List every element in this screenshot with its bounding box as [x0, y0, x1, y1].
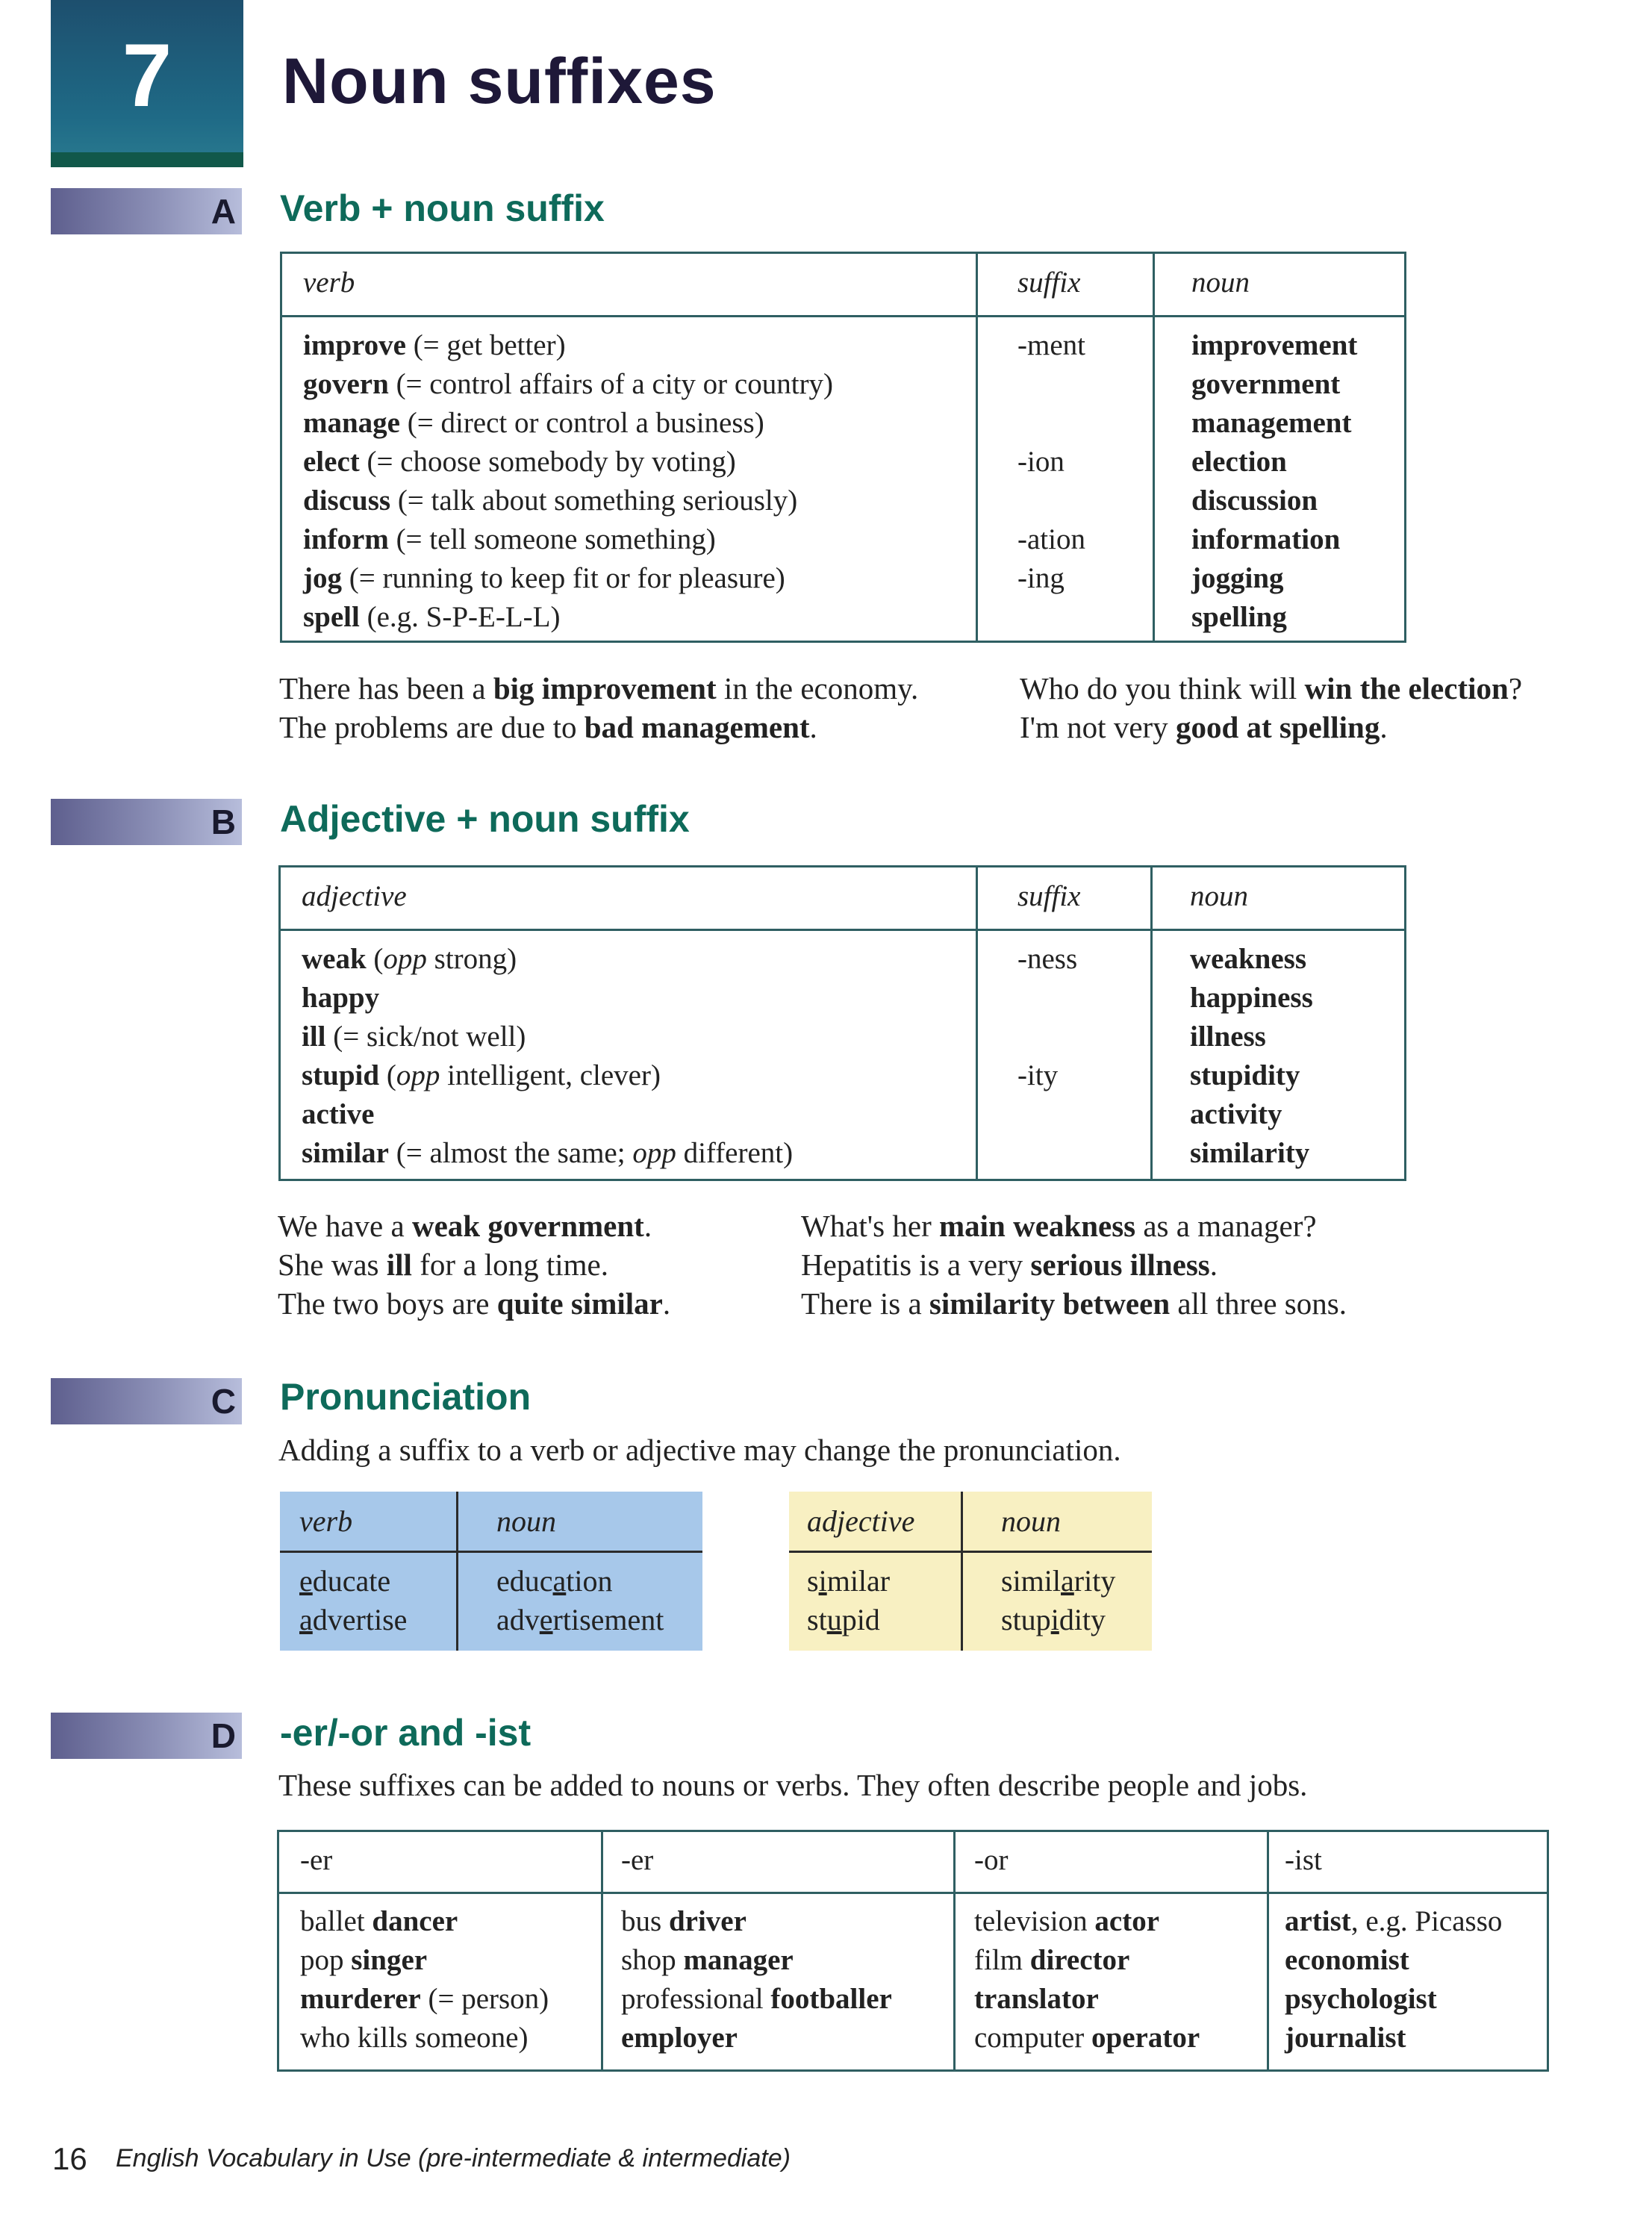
word-part: rity — [1073, 1564, 1116, 1598]
job-word: murderer — [300, 1983, 421, 2015]
stressed-syllable: i — [1050, 1603, 1059, 1636]
word-part: tion — [566, 1564, 613, 1598]
table-row-suffix — [1017, 1018, 1077, 1056]
suffix-column — [1017, 326, 1085, 637]
section-b-letter: B — [211, 803, 236, 841]
example-text: Hepatitis is a very — [801, 1247, 1031, 1282]
noun-word: information — [1191, 523, 1341, 555]
book-title: English Vocabulary in Use (pre-intermediate & intermediate) — [116, 2144, 791, 2172]
table-row-verb — [303, 520, 833, 559]
verb-word: discuss — [303, 485, 391, 517]
example-text: . — [809, 710, 817, 744]
adjective-word: similar — [302, 1137, 389, 1169]
word-part: st — [807, 1603, 827, 1636]
example-text: Who do you think will — [1020, 671, 1305, 705]
job-text: professional — [621, 1983, 771, 2015]
example-sentence — [1020, 669, 1522, 708]
table-row-noun — [1191, 559, 1357, 598]
adjective-gloss: different) — [676, 1137, 794, 1169]
noun-word: activity — [1190, 1098, 1282, 1130]
example-sentence — [279, 708, 918, 747]
word-part: ducate — [312, 1564, 391, 1598]
example-text: for a long time. — [411, 1247, 608, 1282]
suffix-column — [1017, 940, 1077, 1173]
suffix-text: -ness — [1017, 943, 1078, 975]
example-highlight: ill — [386, 1247, 412, 1282]
section-d-intro: These suffixes can be added to nouns or verbs. They often describe people and jobs. — [278, 1768, 1308, 1802]
word-part: rtisement — [552, 1603, 664, 1636]
table-row-adjective — [302, 1095, 793, 1134]
table-cell-line — [300, 2019, 549, 2058]
stressed-syllable: u — [826, 1603, 842, 1636]
table-row-noun — [1190, 1095, 1313, 1134]
example-highlight: good at spelling — [1175, 710, 1380, 744]
verb-gloss: (= talk about something seriously) — [390, 485, 798, 517]
header-adjective: adjective — [807, 1504, 915, 1538]
job-word: psychologist — [1285, 1983, 1437, 2015]
job-text: film — [974, 1944, 1030, 1976]
table-row-noun — [1191, 598, 1357, 637]
verb-word: jog — [303, 562, 342, 594]
example-highlight: quite similar — [496, 1286, 663, 1321]
header-verb: verb — [299, 1504, 353, 1538]
table-header-adjective: adjective — [302, 880, 407, 912]
table-header-noun: noun — [1191, 267, 1250, 299]
word-part: dity — [1059, 1603, 1106, 1636]
job-word: director — [1029, 1944, 1130, 1976]
noun-words — [1001, 1562, 1115, 1639]
unit-box-stripe — [51, 152, 243, 167]
table-cell-line — [1285, 1902, 1502, 1941]
verb-word: manage — [303, 407, 400, 439]
verb-gloss: (= control affairs of a city or country) — [388, 368, 834, 400]
column-divider — [976, 254, 978, 641]
table-row-noun — [1190, 940, 1313, 979]
table-row-suffix — [1017, 443, 1085, 482]
example-text: The two boys are — [278, 1286, 497, 1321]
column-divider — [1153, 254, 1155, 641]
table-row-suffix — [1017, 1134, 1077, 1173]
table-cell-line — [300, 1941, 549, 1980]
table-cell-line — [1285, 2019, 1502, 2058]
table-row-adjective — [302, 1134, 793, 1173]
example-text: ? — [1508, 671, 1523, 705]
unit-number: 7 — [122, 25, 172, 125]
table-row-suffix — [1017, 598, 1085, 637]
table-row-suffix — [1017, 559, 1085, 598]
table-row-noun — [1191, 326, 1357, 365]
job-word: operator — [1091, 2022, 1200, 2054]
table-row-adjective — [302, 979, 793, 1018]
er-column-1 — [300, 1902, 549, 2058]
example-text: in the economy. — [716, 671, 919, 705]
example-highlight: serious illness — [1030, 1247, 1210, 1282]
table-row-adjective — [302, 940, 793, 979]
adjective-gloss: ( — [366, 943, 384, 975]
verb-gloss: (= running to keep fit or for pleasure) — [342, 562, 785, 594]
table-row-noun — [1190, 1018, 1313, 1056]
table-row-verb — [303, 598, 833, 637]
example-text: I'm not very — [1020, 710, 1176, 744]
verb-column — [303, 326, 833, 637]
word-part: dvertise — [312, 1603, 408, 1636]
section-c-intro: Adding a suffix to a verb or adjective may change the pronunciation. — [278, 1433, 1121, 1467]
stress-word — [496, 1562, 664, 1601]
page-number: 16 — [52, 2141, 87, 2176]
stress-word — [1001, 1601, 1115, 1639]
job-text: bus — [621, 1905, 669, 1937]
table-row-noun — [1190, 1056, 1313, 1095]
verb-word: spell — [303, 601, 360, 633]
noun-word: improvement — [1191, 329, 1358, 361]
example-sentence — [801, 1284, 1347, 1323]
table-row-suffix — [1017, 1095, 1077, 1134]
example-sentence — [801, 1206, 1347, 1245]
section-d-marker — [51, 1713, 242, 1759]
job-text: ballet — [300, 1905, 373, 1937]
table-cell-line — [974, 1980, 1200, 2019]
table-row-suffix — [1017, 482, 1085, 520]
adjective-word: weak — [302, 943, 367, 975]
verb-suffix-table — [280, 252, 1406, 643]
section-c-marker — [51, 1378, 242, 1424]
noun-word: illness — [1190, 1021, 1266, 1053]
noun-word: similarity — [1190, 1137, 1310, 1169]
noun-word: happiness — [1190, 982, 1313, 1014]
word-part: stup — [1001, 1603, 1051, 1636]
example-highlight: win the election — [1304, 671, 1509, 705]
verb-word: elect — [303, 446, 360, 478]
example-text: There is a — [801, 1286, 929, 1321]
example-sentence — [278, 1284, 670, 1323]
noun-column — [1190, 940, 1313, 1173]
or-column — [974, 1902, 1200, 2058]
job-text: shop — [621, 1944, 684, 1976]
table-row-noun — [1190, 1134, 1313, 1173]
table-row-noun — [1191, 443, 1357, 482]
section-b-examples-left — [278, 1206, 670, 1323]
table-header-er-2: -er — [621, 1844, 654, 1876]
adjective-gloss: strong) — [426, 943, 517, 975]
table-header-ist: -ist — [1285, 1844, 1322, 1876]
table-cell-line — [300, 1902, 549, 1941]
example-text: . — [1380, 710, 1388, 744]
table-row-verb — [303, 326, 833, 365]
noun-column — [1191, 326, 1357, 637]
table-cell-line — [300, 1980, 549, 2019]
verb-gloss: (= tell someone something) — [388, 523, 716, 555]
example-highlight: main weakness — [938, 1209, 1136, 1243]
job-text: computer — [974, 2022, 1092, 2054]
suffix-text: -ation — [1017, 523, 1085, 555]
job-word: translator — [974, 1983, 1099, 2015]
table-row-noun — [1191, 482, 1357, 520]
example-sentence — [801, 1245, 1347, 1284]
verb-gloss: (= choose somebody by voting) — [359, 446, 736, 478]
word-part: pid — [841, 1603, 880, 1636]
verb-gloss: (e.g. S-P-E-L-L) — [359, 601, 561, 633]
suffix-text: -ment — [1017, 329, 1085, 361]
unit-number-box — [51, 0, 243, 167]
adjective-word: active — [302, 1098, 375, 1130]
table-cell-line — [1285, 1980, 1502, 2019]
job-word: artist — [1285, 1905, 1351, 1937]
adjective-gloss: intelligent, clever) — [440, 1059, 661, 1091]
pronunciation-adjective-table — [789, 1492, 1152, 1651]
example-text: . — [662, 1286, 671, 1321]
stress-word — [807, 1601, 890, 1639]
word-part: s — [807, 1564, 819, 1598]
column-divider — [1150, 867, 1153, 1179]
verb-word: govern — [303, 368, 389, 400]
adjective-word: stupid — [302, 1059, 380, 1091]
table-row-suffix — [1017, 1056, 1077, 1095]
word-part: adv — [496, 1603, 540, 1636]
stress-word — [807, 1562, 890, 1601]
header-noun: noun — [496, 1504, 556, 1538]
header-rule — [789, 1551, 1152, 1553]
job-text: (= person) — [420, 1983, 549, 2015]
stressed-syllable: a — [299, 1603, 313, 1636]
example-text: The problems are due to — [279, 710, 585, 744]
noun-word: government — [1191, 368, 1341, 400]
column-divider — [953, 1832, 956, 2069]
stressed-syllable: a — [1061, 1564, 1074, 1598]
example-text: . — [643, 1209, 652, 1243]
table-row-noun — [1190, 979, 1313, 1018]
ist-column — [1285, 1902, 1502, 2058]
adjective-gloss: ( — [379, 1059, 396, 1091]
example-sentence — [279, 669, 918, 708]
table-cell-line — [1285, 1941, 1502, 1980]
job-word: driver — [668, 1905, 746, 1937]
word-part: milar — [826, 1564, 891, 1598]
table-header-er-1: -er — [300, 1844, 333, 1876]
noun-words — [496, 1562, 664, 1639]
job-text: , e.g. Picasso — [1350, 1905, 1503, 1937]
example-highlight: bad management — [584, 710, 810, 744]
section-b-marker — [51, 799, 242, 845]
section-b-examples-right — [801, 1206, 1347, 1323]
noun-word: spelling — [1191, 601, 1287, 633]
table-cell-line — [621, 1941, 892, 1980]
job-word: actor — [1094, 1905, 1159, 1937]
adjective-suffix-table — [278, 865, 1406, 1181]
job-text: television — [974, 1905, 1095, 1937]
header-rule — [280, 1551, 702, 1553]
header-noun: noun — [1001, 1504, 1061, 1538]
job-word: footballer — [770, 1983, 892, 2015]
example-text: as a manager? — [1135, 1209, 1317, 1243]
section-c-letter: C — [211, 1382, 236, 1421]
example-text: What's her — [801, 1209, 939, 1243]
er-or-ist-table — [277, 1830, 1549, 2072]
verb-words — [299, 1562, 407, 1639]
table-row-noun — [1191, 404, 1357, 443]
adjective-word: happy — [302, 982, 380, 1014]
section-a-examples-left — [279, 669, 918, 747]
adjective-words — [807, 1562, 890, 1639]
table-row-verb — [303, 365, 833, 404]
table-row-verb — [303, 482, 833, 520]
example-highlight: weak government — [411, 1209, 644, 1243]
section-b-heading: Adjective + noun suffix — [280, 798, 690, 840]
suffix-text: -ity — [1017, 1059, 1059, 1091]
table-row-suffix — [1017, 404, 1085, 443]
stress-word — [299, 1562, 407, 1601]
noun-word: election — [1191, 446, 1287, 478]
job-word: manager — [683, 1944, 794, 1976]
suffix-text: -ion — [1017, 446, 1065, 478]
example-text: There has been a — [279, 671, 493, 705]
table-header-noun: noun — [1190, 880, 1248, 912]
section-a-marker — [51, 188, 242, 234]
job-word: journalist — [1285, 2022, 1406, 2054]
noun-word: weakness — [1190, 943, 1307, 975]
noun-word: stupidity — [1190, 1059, 1300, 1091]
section-a-heading: Verb + noun suffix — [280, 187, 605, 229]
example-highlight: big improvement — [493, 671, 717, 705]
section-a-letter: A — [211, 192, 236, 231]
stressed-syllable: e — [539, 1603, 553, 1636]
job-text: pop — [300, 1944, 352, 1976]
table-header-suffix: suffix — [1017, 880, 1081, 912]
example-text: all three sons. — [1170, 1286, 1347, 1321]
adjective-gloss-italic: opp — [632, 1137, 676, 1169]
section-d-heading: -er/-or and -ist — [280, 1712, 532, 1754]
table-header-verb: verb — [303, 267, 355, 299]
table-cell-line — [974, 1941, 1200, 1980]
table-header-suffix: suffix — [1017, 267, 1081, 299]
adjective-gloss-italic: opp — [396, 1059, 440, 1091]
example-sentence — [1020, 708, 1522, 747]
table-cell-line — [974, 2019, 1200, 2058]
table-row-suffix — [1017, 979, 1077, 1018]
column-divider — [976, 867, 978, 1179]
table-row-noun — [1191, 365, 1357, 404]
table-cell-line — [621, 1980, 892, 2019]
table-row-adjective — [302, 1056, 793, 1095]
table-row-verb — [303, 559, 833, 598]
page-title: Noun suffixes — [282, 46, 717, 117]
pronunciation-verb-table — [280, 1492, 702, 1651]
table-row-verb — [303, 443, 833, 482]
adjective-gloss-italic: opp — [383, 943, 427, 975]
example-highlight: similarity between — [929, 1286, 1171, 1321]
stress-word — [496, 1601, 664, 1639]
table-cell-line — [974, 1902, 1200, 1941]
table-row-suffix — [1017, 520, 1085, 559]
column-divider — [601, 1832, 603, 2069]
table-header-row — [279, 1832, 1547, 1894]
section-c-heading: Pronunciation — [280, 1376, 532, 1418]
job-word: economist — [1285, 1944, 1409, 1976]
example-sentence — [278, 1206, 670, 1245]
stress-word — [299, 1601, 407, 1639]
stress-word — [1001, 1562, 1115, 1601]
stressed-syllable: i — [818, 1564, 827, 1598]
stressed-syllable: a — [552, 1564, 567, 1598]
job-word: employer — [621, 2022, 738, 2054]
stressed-syllable: e — [299, 1564, 313, 1598]
adjective-gloss: (= sick/not well) — [325, 1021, 526, 1053]
table-row-suffix — [1017, 365, 1085, 404]
noun-word: management — [1191, 407, 1352, 439]
job-word: dancer — [372, 1905, 458, 1937]
section-a-examples-right — [1020, 669, 1522, 747]
job-word: singer — [351, 1944, 428, 1976]
table-cell-line — [621, 1902, 892, 1941]
noun-word: discussion — [1191, 485, 1318, 517]
adjective-gloss: (= almost the same; — [388, 1137, 633, 1169]
noun-word: jogging — [1191, 562, 1284, 594]
example-text: We have a — [278, 1209, 412, 1243]
job-text: who kills someone) — [300, 2022, 529, 2054]
verb-word: inform — [303, 523, 389, 555]
column-divider — [1267, 1832, 1269, 2069]
table-header-or: -or — [974, 1844, 1009, 1876]
word-part: simil — [1001, 1564, 1062, 1598]
verb-word: improve — [303, 329, 406, 361]
verb-gloss: (= direct or control a business) — [400, 407, 764, 439]
section-d-letter: D — [211, 1716, 236, 1755]
column-divider — [456, 1492, 458, 1651]
table-cell-line — [621, 2019, 892, 2058]
example-sentence — [278, 1245, 670, 1284]
table-row-noun — [1191, 520, 1357, 559]
column-divider — [961, 1492, 963, 1651]
word-part: educ — [496, 1564, 553, 1598]
adjective-column — [302, 940, 793, 1173]
example-text: She was — [278, 1247, 387, 1282]
er-column-2 — [621, 1902, 892, 2058]
table-row-suffix — [1017, 940, 1077, 979]
table-row-verb — [303, 404, 833, 443]
table-row-suffix — [1017, 326, 1085, 365]
suffix-text: -ing — [1017, 562, 1065, 594]
example-text: . — [1209, 1247, 1218, 1282]
table-row-adjective — [302, 1018, 793, 1056]
adjective-word: ill — [302, 1021, 326, 1053]
verb-gloss: (= get better) — [405, 329, 566, 361]
